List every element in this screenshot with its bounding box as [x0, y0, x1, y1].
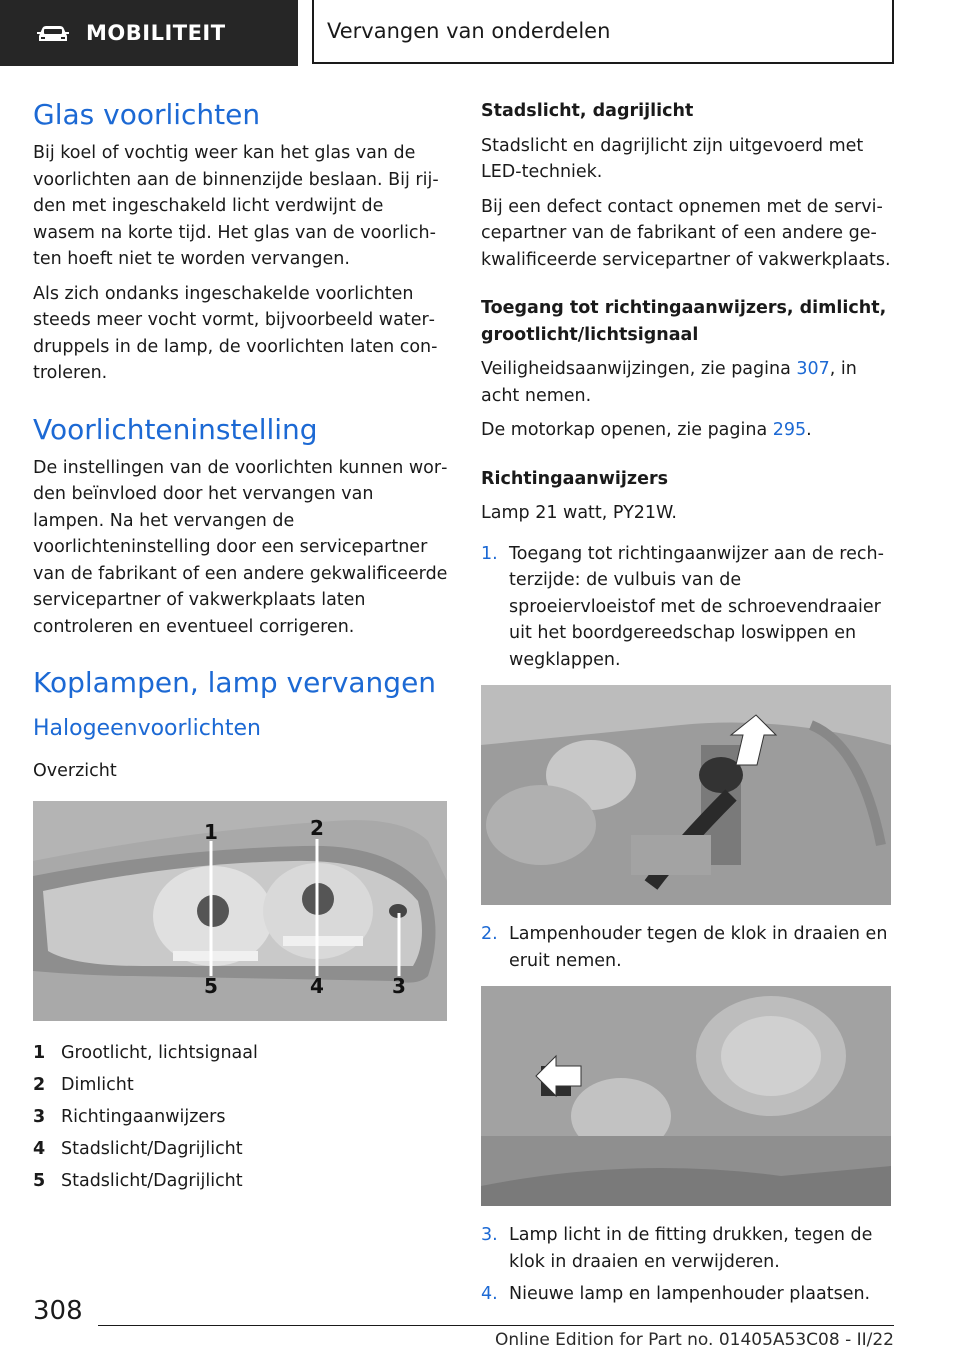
engine-figure-2 — [481, 986, 891, 1206]
car-icon — [36, 22, 70, 44]
edition-label: Online Edition for Part no. 01405A53C08 - II/22 — [494, 1330, 894, 1350]
heading-halogeen: Halogeenvoorlichten — [33, 716, 261, 741]
glas-paragraph-2: Als zich ondanks ingeschakelde voorlichten steeds meer vocht vormt, bijvoorbeeld waterdruppels in de lamp, de voorlichten laten controleren. — [33, 283, 438, 383]
section-tab — [0, 0, 298, 66]
glas-paragraph-1: Bij koel of vochtig weer kan het glas van de voorlichten aan de binnenzijde beslaan. Bij rijden met ingeschakeld licht verdwijnt de wasem na korte tijd. Het glas van de voorlichten hoeft niet te worden vervangen. — [33, 143, 439, 269]
callout-2: 2 — [310, 815, 324, 840]
legend-list — [33, 1037, 449, 1197]
overzicht-label: Overzicht — [33, 761, 117, 781]
legend-item: 5 Stadslicht/Dagrijlicht — [33, 1170, 243, 1191]
steps-list-3 — [481, 1222, 891, 1308]
stadslicht-paragraph-2: Bij een defect contact opnemen met de servicepartner van de fabrikant of een andere gekwalificeerde servicepartner of vakwerkplaats. — [481, 196, 891, 270]
engine-figure-1 — [481, 685, 891, 905]
page-link-295[interactable]: 295 — [772, 420, 807, 440]
legend-item: 1 Grootlicht, lichtsignaal — [33, 1042, 258, 1063]
page-number: 308 — [33, 1296, 83, 1326]
legend-item: 4 Stadslicht/Dagrijlicht — [33, 1138, 243, 1159]
step-1: 1. Toegang tot richtingaanwijzer aan de rechterzijde: de vulbuis van de sproeiervloeistof met de schroevendraaier uit het boordgereedschap loswippen en wegklappen. — [481, 543, 884, 670]
callout-3: 3 — [392, 973, 406, 998]
toegang-title: Toegang tot richtingaanwijzers, dimlicht, grootlicht/lichtsignaal — [481, 298, 887, 345]
step-3: 3. Lamp licht in de fitting drukken, tegen de klok in draaien en verwijderen. — [481, 1225, 873, 1272]
steps-list-2 — [481, 921, 891, 974]
stadslicht-paragraph-1: Stadslicht en dagrijlicht zijn uitgevoerd met LED-techniek. — [481, 135, 864, 182]
callout-1: 1 — [204, 819, 218, 844]
left-column — [33, 96, 449, 1197]
legend-item: 2 Dimlicht — [33, 1074, 134, 1095]
page-link-307[interactable]: 307 — [796, 359, 830, 379]
heading-koplampen: Koplampen, lamp vervangen — [33, 666, 437, 699]
headlight-figure — [33, 801, 447, 1021]
toegang-paragraph-1: Veiligheidsaanwijzingen, zie pagina 307, in acht nemen. — [481, 359, 857, 406]
right-column — [481, 96, 891, 1314]
step-4: 4. Nieuwe lamp en lampenhouder plaatsen. — [481, 1284, 871, 1304]
engine-bay-illustration-2 — [481, 986, 891, 1206]
stadslicht-title: Stadslicht, dagrijlicht — [481, 101, 694, 121]
callout-4: 4 — [310, 973, 324, 998]
toegang-paragraph-2: De motorkap openen, zie pagina 295. — [481, 420, 812, 440]
callout-5: 5 — [204, 973, 218, 998]
step-2: 2. Lampenhouder tegen de klok in draaien en eruit nemen. — [481, 924, 888, 971]
legend-item: 3 Richtingaanwijzers — [33, 1106, 226, 1127]
richting-title: Richtingaanwijzers — [481, 468, 668, 489]
heading-instelling: Voorlichteninstelling — [33, 412, 318, 446]
richting-paragraph: Lamp 21 watt, PY21W. — [481, 503, 677, 523]
page-title: Vervangen van onderdelen — [327, 19, 611, 43]
headlight-illustration — [33, 801, 447, 1021]
instelling-paragraph: De instellingen van de voorlichten kunnen worden beïnvloed door het vervangen van lampen. Na het vervangen de voorlichteninstelling door een servicepartner van de fabrikant of een andere gekwalificeerde servicepartner of vakwerkplaats laten controleren en eventueel corrigeren. — [33, 457, 448, 637]
engine-bay-illustration-1 — [481, 685, 891, 905]
footer-divider — [98, 1325, 894, 1326]
page-title-box — [312, 0, 894, 64]
heading-glas: Glas voorlichten — [33, 98, 261, 131]
section-label: MOBILITEIT — [86, 21, 226, 45]
steps-list — [481, 541, 891, 674]
